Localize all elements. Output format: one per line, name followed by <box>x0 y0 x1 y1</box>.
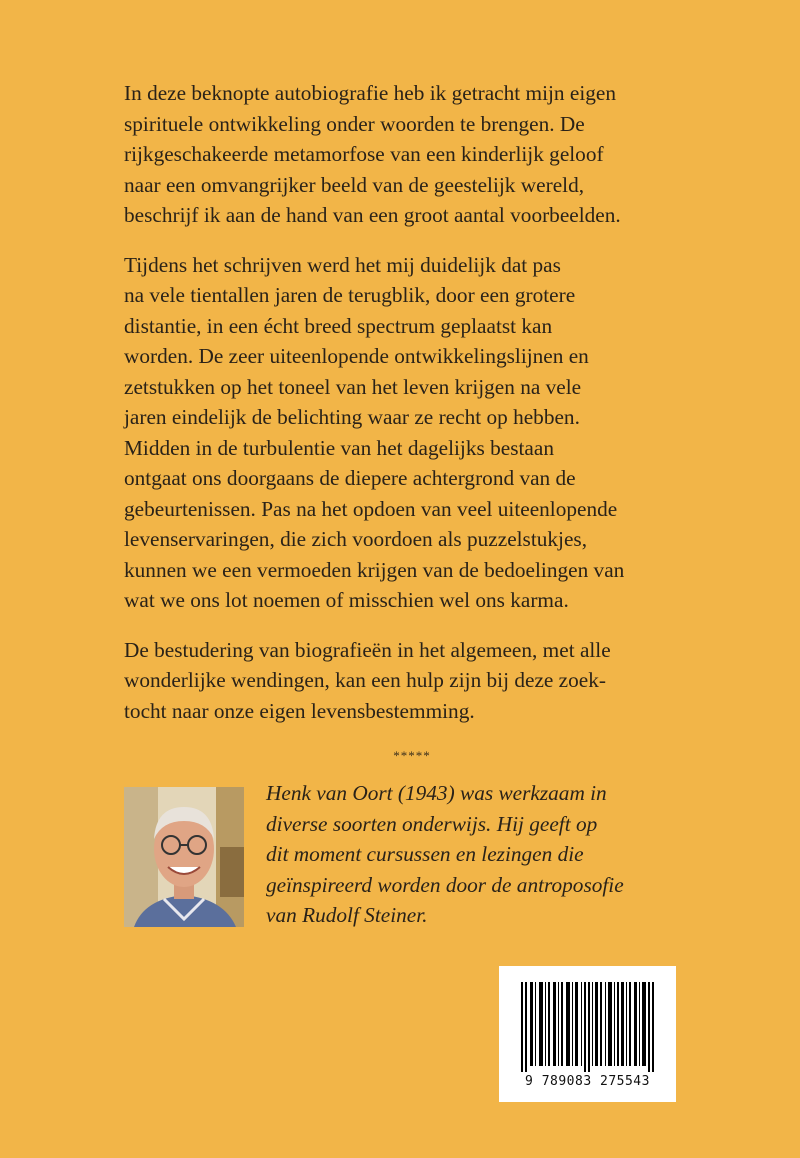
isbn-barcode <box>499 966 676 1102</box>
bio-line: dit moment cursussen en lezingen die <box>266 842 584 866</box>
text-line: zetstukken op het toneel van het leven krijgen na vele <box>124 374 582 399</box>
paragraph-3 <box>124 635 684 727</box>
bio-line: diverse soorten onderwijs. Hij geeft op <box>266 811 598 836</box>
barcode-icon <box>511 982 664 1072</box>
bio-line: van Rudolf Steiner. <box>266 903 428 927</box>
text-line: wonderlijke wendingen, kan een hulp zijn bij deze zoek- <box>124 668 606 692</box>
text-line: gebeurtenissen. Pas na het opdoen van veel uiteenlopende <box>124 496 618 521</box>
text-line: jaren eindelijk de belichting waar ze recht op hebben. <box>124 405 580 429</box>
text-line: In deze beknopte autobiografie heb ik getracht mijn eigen <box>124 81 617 105</box>
back-cover-text <box>124 78 684 745</box>
text-line: worden. De zeer uiteenlopende ontwikkelingslijnen en <box>124 344 589 368</box>
bio-line: Henk van Oort (1943) was werkzaam in <box>266 781 607 805</box>
bio-line: geïnspireerd worden door de antroposofie <box>266 872 624 897</box>
text-line: kunnen we een vermoeden krijgen van de bedoelingen van <box>124 557 625 582</box>
author-photo <box>124 787 244 927</box>
text-line: Tijdens het schrijven werd het mij duidelijk dat pas <box>124 252 561 277</box>
text-line: naar een omvangrijker beeld van de geestelijk wereld, <box>124 172 585 197</box>
section-separator: ***** <box>393 748 431 763</box>
text-line: spirituele ontwikkeling onder woorden te brengen. De <box>124 111 585 136</box>
text-line: distantie, in een écht breed spectrum geplaatst kan <box>124 313 553 338</box>
text-line: Midden in de turbulentie van het dagelijks bestaan <box>124 435 554 460</box>
text-line: rijkgeschakeerde metamorfose van een kinderlijk geloof <box>124 142 604 166</box>
text-line: De bestudering van biografieën in het algemeen, met alle <box>124 637 611 662</box>
text-line: levenservaringen, die zich voordoen als puzzelstukjes, <box>124 527 588 551</box>
text-line: beschrijf ik aan de hand van een groot aantal voorbeelden. <box>124 203 621 227</box>
text-line: tocht naar onze eigen levensbestemming. <box>124 698 475 723</box>
text-line: wat we ons lot noemen of misschien wel ons karma. <box>124 588 569 612</box>
isbn-number: 9 789083 275543 <box>525 1074 650 1089</box>
text-line: ontgaat ons doorgaans de diepere achtergrond van de <box>124 466 576 490</box>
author-bio <box>266 778 706 931</box>
text-line: na vele tientallen jaren de terugblik, door een grotere <box>124 283 576 307</box>
paragraph-1 <box>124 78 684 231</box>
paragraph-2 <box>124 250 684 616</box>
